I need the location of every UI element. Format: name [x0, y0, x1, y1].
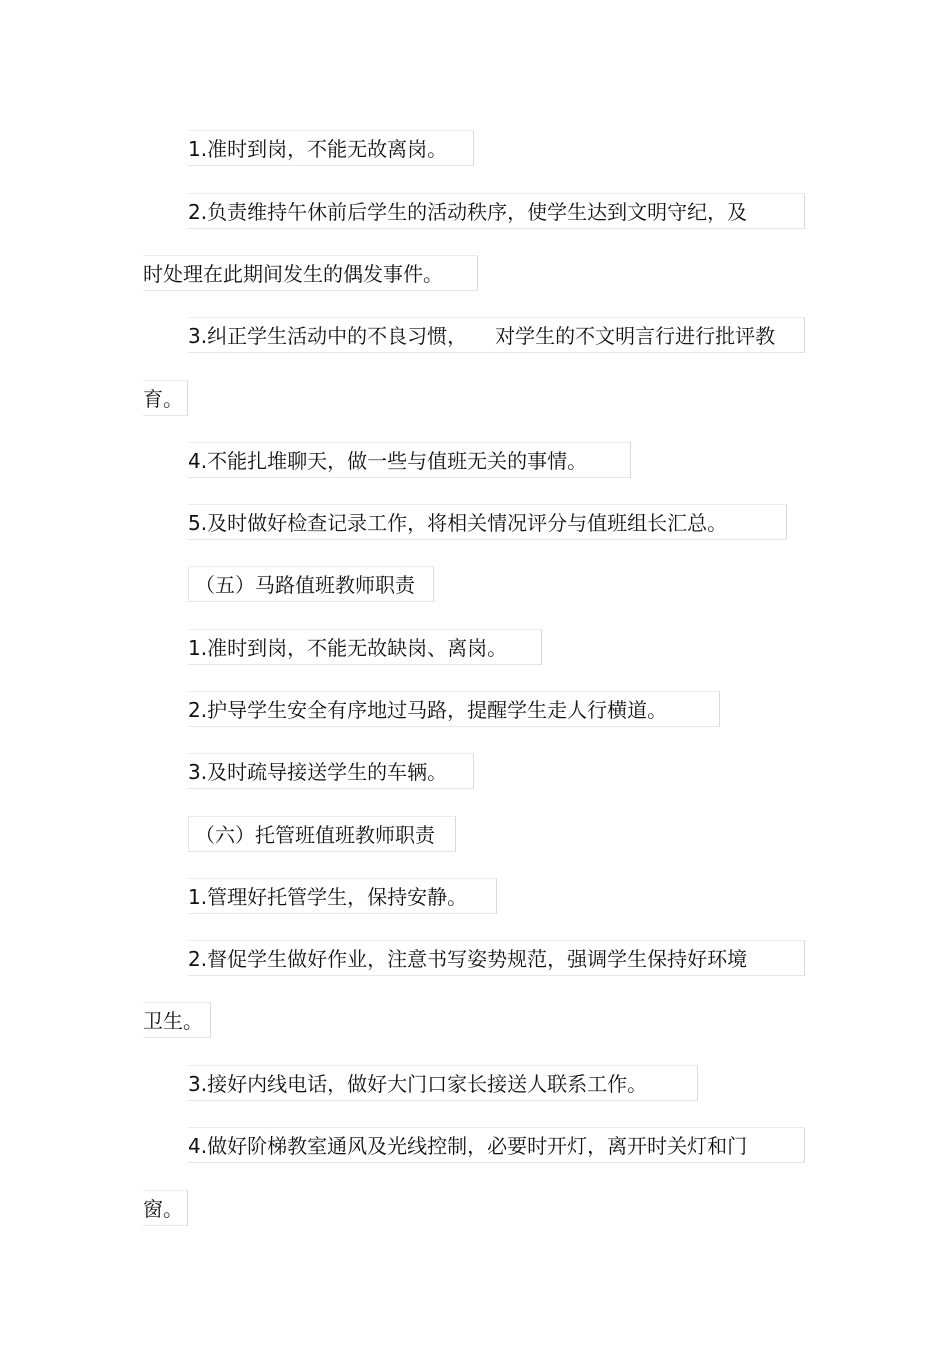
section-heading-aftercare-duty-text: （六）托管班值班教师职责	[195, 823, 435, 847]
duty-item-3-continued	[143, 380, 188, 416]
duty-item-1	[188, 130, 474, 166]
road-duty-item-2	[188, 691, 720, 727]
section-heading-aftercare-duty	[188, 816, 456, 852]
duty-item-3-text-b: 对学生的不文明言行进行批评教	[495, 324, 776, 348]
road-duty-item-3	[188, 753, 474, 789]
duty-item-3	[188, 317, 805, 353]
duty-item-3-continued-text: 育。	[143, 387, 183, 411]
road-duty-item-2-text: 2.护导学生安全有序地过马路，提醒学生走人行横道。	[188, 698, 668, 722]
aftercare-duty-item-2-continued-text: 卫生。	[143, 1009, 203, 1033]
duty-item-2-text: 2.负责维持午休前后学生的活动秩序，使学生达到文明守纪，及	[188, 200, 748, 224]
section-heading-road-duty-text: （五）马路值班教师职责	[195, 573, 415, 597]
aftercare-duty-item-2-continued	[143, 1002, 211, 1038]
aftercare-duty-item-3	[188, 1065, 698, 1101]
aftercare-duty-item-3-text: 3.接好内线电话，做好大门口家长接送人联系工作。	[188, 1072, 648, 1096]
road-duty-item-1-text: 1.准时到岗，不能无故缺岗、离岗。	[188, 636, 508, 660]
duty-item-4-text: 4.不能扎堆聊天，做一些与值班无关的事情。	[188, 449, 588, 473]
duty-item-3-text-a: 3.纠正学生活动中的不良习惯，	[188, 324, 468, 348]
aftercare-duty-item-4-continued	[143, 1190, 188, 1226]
duty-item-2-continued	[143, 255, 478, 291]
road-duty-item-3-text: 3.及时疏导接送学生的车辆。	[188, 760, 448, 784]
aftercare-duty-item-1	[188, 878, 497, 914]
aftercare-duty-item-4-text: 4.做好阶梯教室通风及光线控制，必要时开灯，离开时关灯和门	[188, 1134, 748, 1158]
aftercare-duty-item-4	[188, 1127, 805, 1163]
aftercare-duty-item-4-continued-text: 窗。	[143, 1197, 183, 1221]
aftercare-duty-item-2-text: 2.督促学生做好作业，注意书写姿势规范，强调学生保持好环境	[188, 947, 748, 971]
duty-item-2-continued-text: 时处理在此期间发生的偶发事件。	[143, 262, 443, 286]
section-heading-road-duty	[188, 566, 434, 602]
duty-item-2	[188, 193, 805, 229]
duty-item-5	[188, 504, 787, 540]
duty-item-5-text: 5.及时做好检查记录工作，将相关情况评分与值班组长汇总。	[188, 511, 728, 535]
duty-item-1-text: 1.准时到岗，不能无故离岗。	[188, 137, 448, 161]
aftercare-duty-item-1-text: 1.管理好托管学生，保持安静。	[188, 885, 468, 909]
road-duty-item-1	[188, 629, 542, 665]
aftercare-duty-item-2	[188, 940, 805, 976]
duty-item-4	[188, 442, 631, 478]
